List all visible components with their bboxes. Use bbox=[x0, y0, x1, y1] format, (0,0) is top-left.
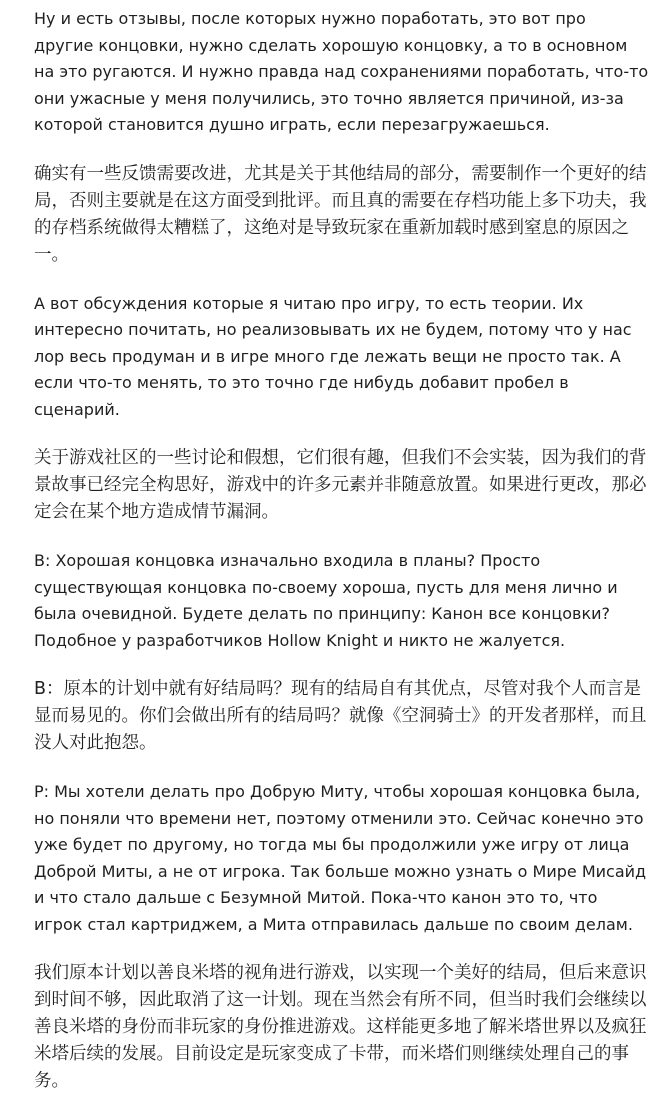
paragraph-ru-1: Ну и есть отзывы, после которых нужно поработать, это вот про другие концовки, нужно сделать хорошую концовку, а то в основном на это ругаются. И нужно правда над сохранениями поработать, что-то они ужасные у меня получились, это точно является причиной, из-за которой становится душно играть, если перезагружаешься. bbox=[34, 9, 649, 134]
article-body bbox=[34, 6, 650, 1095]
answer-ru: Р: Мы хотели делать про Добрую Миту, чтобы хорошая концовка была, но поняли что времени нет, поэтому отменили это. Сейчас конечно это уже будет по другому, но тогда мы бы продолжили уже игру от лица Доброй Миты, а не от игрока. Так больше можно узнать о Мире Мисайд и что стало дальше с Безумной Митой. Пока-что канон это то, что игрок стал картриджем, а Мита отправилась дальше по своим делам. bbox=[34, 782, 647, 934]
paragraph-zh-2: 关于游戏社区的一些讨论和假想，它们很有趣，但我们不会实装，因为我们的背景故事已经完全构思好，游戏中的许多元素并非随意放置。如果进行更改，那必定会在某个地方造成情节漏洞。 bbox=[34, 448, 647, 522]
paragraph-ru-2: А вот обсуждения которые я читаю про игру, то есть теории. Их интересно почитать, но реализовывать их не будем, потому что у нас лор весь продуман и в игре много где лежать вещи не просто так. А если что-то менять, то это точно где нибудь добавит пробел в сценарий. bbox=[34, 293, 632, 419]
answer-zh: 我们原本计划以善良米塔的视角进行游戏，以实现一个美好的结局，但后来意识到时间不够，因此取消了这一计划。现在当然会有所不同，但当时我们会继续以善良米塔的身份而非玩家的身份推进游戏。这样能更多地了解米塔世界以及疯狂米塔后续的发展。目前设定是玩家变成了卡带，而米塔们则继续处理自己的事务。 bbox=[34, 963, 647, 1091]
paragraph-zh-1: 确实有一些反馈需要改进，尤其是关于其他结局的部分，需要制作一个更好的结局，否则主要就是在这方面受到批评。而且真的需要在存档功能上多下功夫，我的存档系统做得太糟糕了，这绝对是导致玩家在重新加载时感到窒息的原因之一。 bbox=[34, 163, 647, 265]
question-ru: В: Хорошая концовка изначально входила в планы? Просто существующая концовка по-своему хороша, пусть для меня лично и была очевидной. Будете делать по принципу: Канон все концовки? Подобное у разработчиков Hollow Knight и никто не жалуется. bbox=[34, 551, 618, 650]
question-zh: B：原本的计划中就有好结局吗？现有的结局自有其优点，尽管对我个人而言是显而易见的。你们会做出所有的结局吗？就像《空洞骑士》的开发者那样，而且没人对此抱怨。 bbox=[34, 679, 647, 753]
